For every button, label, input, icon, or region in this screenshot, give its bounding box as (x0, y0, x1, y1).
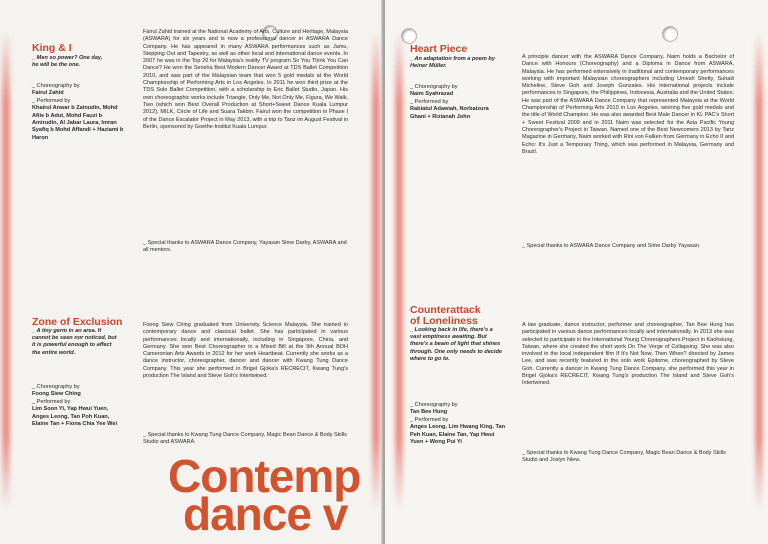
piece-credits (32, 83, 127, 142)
performers-list: Khairul Anwar b Zainudin, Mohd Afiie b Adut, Mohd Fauzi b Amirudin, Al Jabar Laura, Imran Syafiq b Mohd Affandi + Haziami b Haron (32, 105, 124, 141)
performed-by-label: _ Performed by (32, 399, 124, 406)
choreography-label: _ Choreography by (410, 84, 502, 91)
piece-credits (32, 384, 124, 428)
piece-title-line: of Loneliness (410, 315, 478, 327)
page-edge-shadow (372, 30, 380, 510)
piece-tagline: _ An adaptation from a poem by Heiner Müller. (410, 56, 498, 70)
choreographer-bio: Fairul Zahid trained at the National Academy of Arts, Culture and Heritage, Malaysia (ASWARA) for six years and is now a professional dancer in ASWARA Dance Company. He has appeared in many ASWARA performances such as Jamu, Stepping Out and Tapestry, as well as other local and international dance events. In 2007 he was in the Top 20 for Malaysia's reality TV program So You Think You Can Dance? He won the Sensha Best Modern Dancer Award at TDS Ballet Competition 2010, and was part of the Malaysian team that won 5 gold medals at the World Championship of Performing Arts in Los Angeles. In 2011 he won third prize at the TDS Solo Ballet Competition, with a scholarship to Eric Ballet Studio, Japan. His own choreographic works include Triangle, Only Me, Not Only Me, Figura, We Walk, Two (which won Best Overall Production at Short+Sweet Dance Kuala Lumpur 2012), MILK, Circle of Life and Suara Takbin. Fairul won the competition in Phase I of the Dance Escalator Project in May 2013, with a trip to Tanz im August Festival in Berlin, sponsored by Goethe-Institut Kuala Lumpur. (143, 29, 348, 130)
special-thanks: _ Special thanks to Kwang Tung Dance Company, Magic Bean Dance & Body Skills Studio and Joslyn Niew. (522, 450, 734, 465)
page-edge-shadow (2, 30, 10, 510)
binder-hole (401, 28, 417, 44)
piece-credits (410, 402, 505, 446)
piece-credits (410, 84, 502, 121)
special-thanks: _ Special thanks to ASWARA Dance Company and Sime Darby Yayasan. (522, 243, 734, 250)
choreographer-name: Foong Siew Ching (32, 391, 81, 398)
piece-title-heart-piece: Heart Piece (410, 43, 468, 55)
right-page (385, 0, 768, 544)
choreographer-name: Naim Syahrazad (410, 91, 454, 98)
piece-title-zone-of-exclusion: Zone of Exclusion (32, 316, 123, 328)
piece-tagline: _ Looking back in life, there's a vast emptiness awaiting. But there's a beam of light that shines through. One only needs to decide where to go to. (410, 327, 505, 363)
choreography-label: _ Choreography by (32, 83, 127, 90)
page-edge-shadow (395, 30, 403, 510)
left-page (0, 0, 383, 544)
piece-title-counterattack-of-loneliness (410, 305, 481, 327)
performers-list: Rabiatul Adawiah, Norbaizura Ghani + Rizianah John (410, 106, 489, 120)
binder-hole (662, 26, 678, 42)
performers-list: Lim Soon Yi, Yap Hwui Yuen, Anges Leong, Tan Poh Kuan, Elaine Tan + Fiona Chia Yee Wei (32, 406, 118, 428)
piece-title-line: Counterattack (410, 304, 481, 316)
performed-by-label: _ Performed by (410, 417, 505, 424)
choreographer-bio: Foong Siew Ching graduated from University Science Malaysia. She trained in contemporary dance and classical ballet. She has participated in various performances locally and internationally, including in Singapore, China, and Germany. She won Best Choreographer in a Mixed Bill at the 9th Annual BOH Cameronian Arts Awards in 2012 for her work Heartbeat. Currently she works as a dance instructor, choreographer, dancer and dancer with Kwang Tung Dance Company. This year she performed in Brigel Gjoka's RECRECIT, Kwang Tung's production The Island and Steve Goh's Intertwined. (143, 322, 348, 380)
page-edge-shadow (755, 30, 763, 510)
special-thanks: _ Special thanks to ASWARA Dance Company, Yayasan Sime Darby, ASWARA and all mentors. (143, 240, 348, 255)
piece-tagline: _ Men so power? One day, he will be the one. (32, 55, 110, 69)
special-thanks: _ Special thanks to Kwang Tung Dance Company, Magic Bean Dance & Body Skills Studio and ASWARA. (143, 432, 348, 447)
choreographer-name: Fairul Zahid (32, 90, 64, 97)
piece-title-king-and-i: King & I (32, 42, 72, 54)
performed-by-label: _ Performed by (32, 98, 127, 105)
choreography-label: _ Choreography by (32, 384, 124, 391)
choreographer-bio: A principle dancer with the ASWARA Dance Company, Naim holds a Bachelor of Dance with Honours (Choreography) and a Diploma in Dance from ASWARA, Malaysia. He has performed extensively in traditional and contemporary performances working with important Malaysian choreographers including Umesh Shetty, Suhaili Micheline, Steve Goh and Joseph Gonzales. His international projects include performances in Singapore, the Philippines, Indonesia, Australia and the United States. He was part of the ASWARA Dance Company that represented Malaysia at the World Championship of Performing Arts 2010 in Los Angeles, winning five gold medals and the title of World Champion. He was also awarded Best Male Dancer in KL PAC's Short + Sweet Festival 2009 and in 2011 Naim was selected for the Asia Pacific Young Choreographer's Project in Taiwan. Named one of the Best Newcomers 2013 by Tanz Magazine in Germany, Naim worked with Rini von Falken from Germany in Echo II and Echo: It's Just a Temporary Thing, which was performed in Malaysia, Germany and Brazil. (522, 54, 734, 155)
choreographer-bio: A law graduate, dance instructor, performer and choreographer, Tan Bee Hung has participated in various dance performances locally and internationally. In 2013 she was selected to participate in the International Young Choreographers Project in Kaohsiung, Taiwan, where she created the short work On The Verge of Collapsing. She was also involved in the local independent film If It's Not Now, Then When? directed by James Lee, and was recently featured in the solo work Epitome, choreographed by Steve Goh. Currently a dancer in Kwang Tung Dance Company, she performed this year in Brigel Gjoka's RECRECIT, Kwang Tung's production The Island and Steve Goh's Intertwined. (522, 322, 734, 387)
performed-by-label: _ Performed by (410, 99, 502, 106)
choreographer-name: Tan Bee Hung (410, 409, 448, 416)
section-heading-line1: Contemp (168, 450, 361, 502)
section-heading-line2: dance v (183, 488, 348, 540)
performers-list: Anges Leong, Lim Hwang King, Tan Peh Kuan, Elaine Tan, Yap Hwui Yuen + Wong Pui Yi (410, 424, 505, 446)
choreography-label: _ Choreography by (410, 402, 505, 409)
piece-tagline: _ A tiny germ in an area. It cannot be seen nor noticed, but it is powerful enough to affect the entire world. (32, 328, 120, 357)
